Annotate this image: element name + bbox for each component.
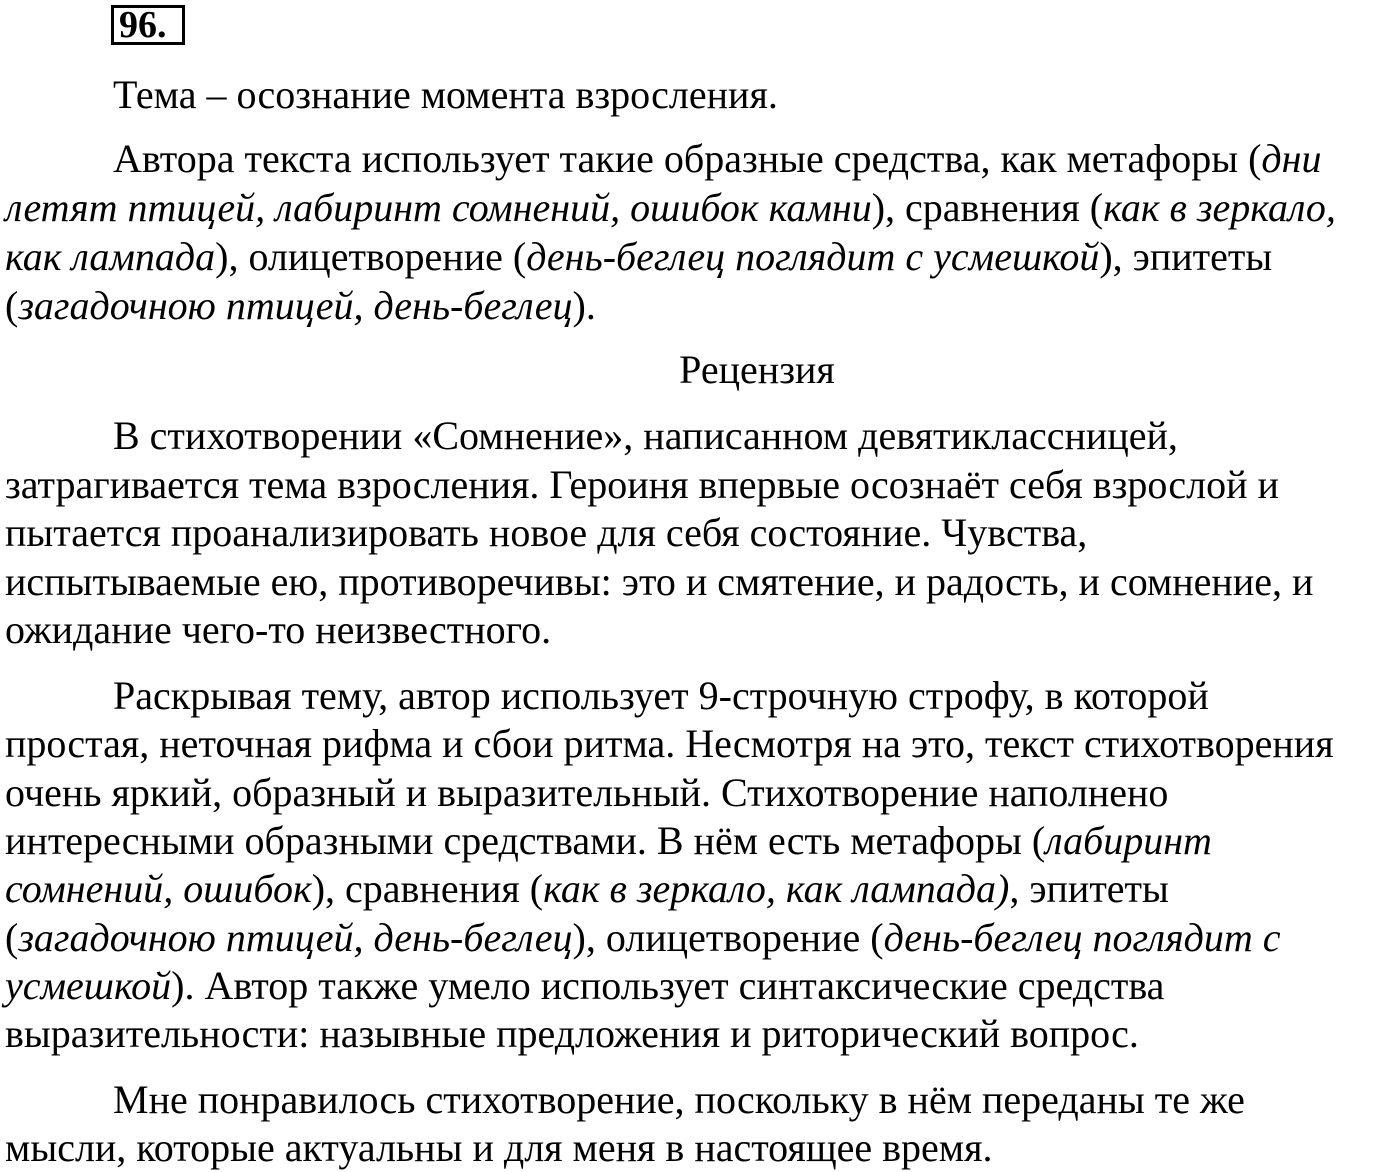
p3-line-6: (загадочною птицей, день-беглец), олицетворение (день-беглец поглядит с [5,915,1281,960]
p2-line-3: пытается проанализировать новое для себя состояние. Чувства, [5,510,1088,555]
p2-line-1: В стихотворении «Сомнение», написанном девятиклассницей, [113,413,1178,458]
p1-line-1: Автора текста использует такие образные средства, как метафоры (дни [113,136,1322,181]
p3-line-5: сомнений, ошибок), сравнения (как в зеркало, как лампада), эпитеты [5,866,1169,911]
p3-line-7: усмешкой). Автор также умело использует синтаксические средства [5,963,1165,1008]
p3-line-4: интересными образными средствами. В нём есть метафоры (лабиринт [5,818,1212,863]
p3-line-8: выразительности: назывные предложения и риторический вопрос. [5,1011,1139,1056]
p1-line-3: как лампада), олицетворение (день-беглец поглядит с усмешкой), эпитеты [5,234,1273,279]
p3-line-1: Раскрывая тему, автор использует 9-строчную строфу, в которой [113,673,1209,718]
task-number-box: 96. [111,5,185,45]
p4-line-1: Мне понравилось стихотворение, поскольку в нём переданы те же [113,1077,1245,1122]
theme-line: Тема – осознание момента взросления. [113,72,778,117]
p2-line-4: испытываемые ею, противоречивы: это и смятение, и радость, и сомнение, и [5,559,1314,604]
p2-line-2: затрагивается тема взросления. Героиня впервые осознаёт себя взрослой и [5,462,1279,507]
p2-line-5: ожидание чего-то неизвестного. [5,607,552,652]
p3-line-2: простая, неточная рифма и сбои ритма. Несмотря на это, текст стихотворения [5,721,1334,766]
p1-line-4: (загадочною птицей, день-беглец). [5,283,596,328]
p3-line-3: очень яркий, образный и выразительный. Стихотворение наполнено [5,770,1169,815]
review-title: Рецензия [679,347,835,392]
p1-line-2: летят птицей, лабиринт сомнений, ошибок камни), сравнения (как в зеркало, [5,185,1336,230]
p4-line-2: мысли, которые актуальны и для меня в настоящее время. [5,1125,993,1170]
